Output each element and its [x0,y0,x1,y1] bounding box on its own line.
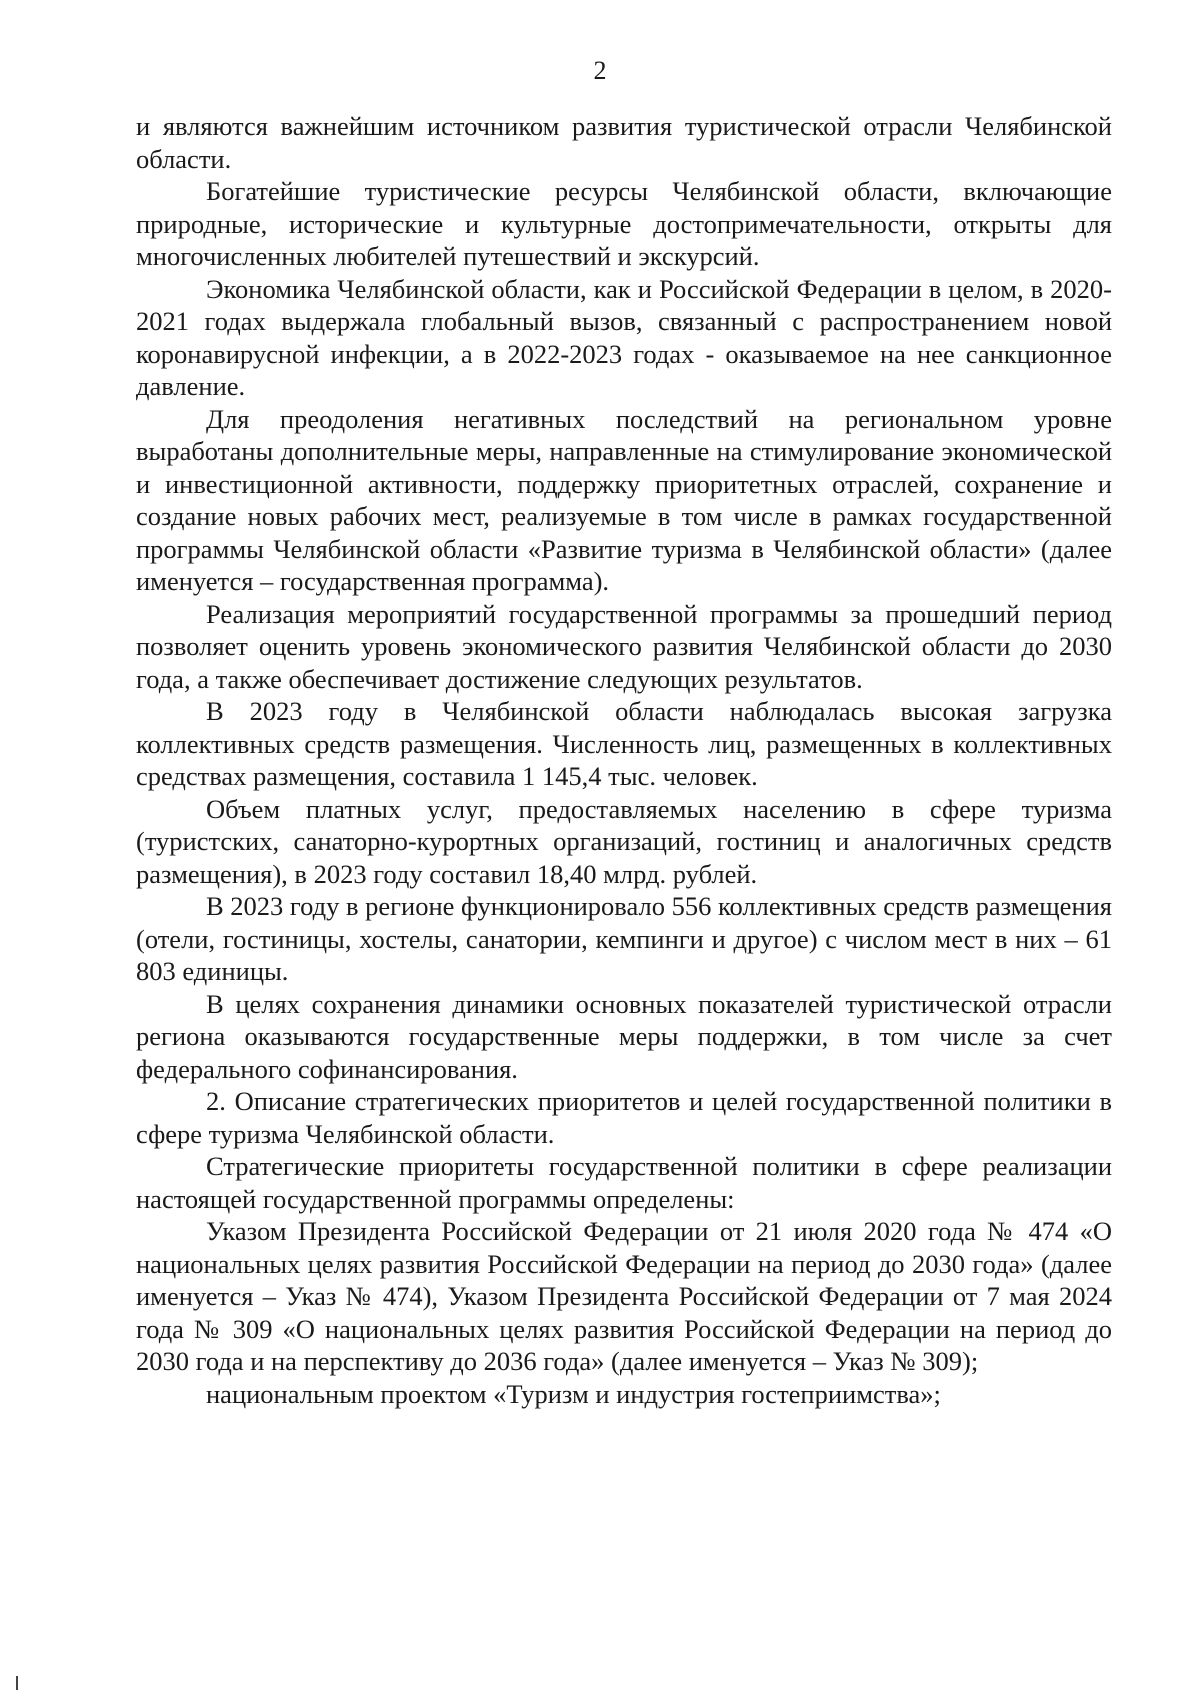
paragraph-accommodation-count: В 2023 году в регионе функционировало 556 коллективных средств размещения (отели, гостиницы, хостелы, санатории, кемпинги и другое) с числом мест в них – 61 803 единицы. [136,891,1112,986]
document-body [136,110,1112,1410]
page-number: 2 [593,56,607,85]
paragraph-paid-services: Объем платных услуг, предоставляемых населению в сфере туризма (туристских, санаторно-курортных организаций, гостиниц и аналогичных средств размещения), в 2023 году составил 18,40 млрд. рублей. [136,793,1112,889]
scan-margin-mark [16,1676,18,1690]
paragraph-measures: Для преодоления негативных последствий на региональном уровне выработаны дополнительные меры, направленные на стимулирование экономической и инвестиционной активности, поддержку приоритетных отраслей, сохранение и создание новых рабочих мест, реализуемые в том числе в рамках государственной программы Челябинской области «Развитие туризма в Челябинской области» (далее именуется – государственная программа). [136,403,1112,596]
paragraph-accommodation-load: В 2023 году в Челябинской области наблюдалась высокая загрузка коллективных средств размещения. Численность лиц, размещенных в коллективных средствах размещения, составила 1 145,4 тыс. человек. [136,696,1112,791]
paragraph-program-results: Реализация мероприятий государственной программы за прошедший период позволяет оценить уровень экономического развития Челябинской области до 2030 года, а также обеспечивает достижение следующих результатов. [136,598,1112,694]
paragraph-presidential-decrees: Указом Президента Российской Федерации от 21 июля 2020 года № 474 «О национальных целях развития Российской Федерации на период до 2030 года» (далее именуется – Указ № 474), Указом Президента Российской Федерации от 7 мая 2024 года № 309 «О национальных целях развития Российской Федерации на период до 2030 года и на перспективу до 2036 года» (далее именуется – Указ № 309); [136,1216,1112,1376]
paragraph-support-measures: В целях сохранения динамики основных показателей туристической отрасли региона оказываются государственные меры поддержки, в том числе за счет федерального софинансирования. [136,988,1112,1084]
paragraph-national-project: национальным проектом «Туризм и индустрия гостеприимства»; [206,1378,941,1409]
paragraph-tourist-resources: Богатейшие туристические ресурсы Челябинской области, включающие природные, исторические и культурные достопримечательности, открыты для многочисленных любителей путешествий и экскурсий. [136,176,1112,271]
paragraph-continuation: и являются важнейшим источником развития туристической отрасли Челябинской области. [136,111,1112,174]
paragraph-priorities-defined: Стратегические приоритеты государственной политики в сфере реализации настоящей государственной программы определены: [136,1151,1112,1214]
section-heading-strategic-priorities: 2. Описание стратегических приоритетов и целей государственной политики в сфере туризма Челябинской области. [136,1086,1112,1149]
paragraph-economy: Экономика Челябинской области, как и Российской Федерации в целом, в 2020-2021 годах выдержала глобальный вызов, связанный с распространением новой коронавирусной инфекции, а в 2022-2023 годах - оказываемое на нее санкционное давление. [136,273,1112,401]
